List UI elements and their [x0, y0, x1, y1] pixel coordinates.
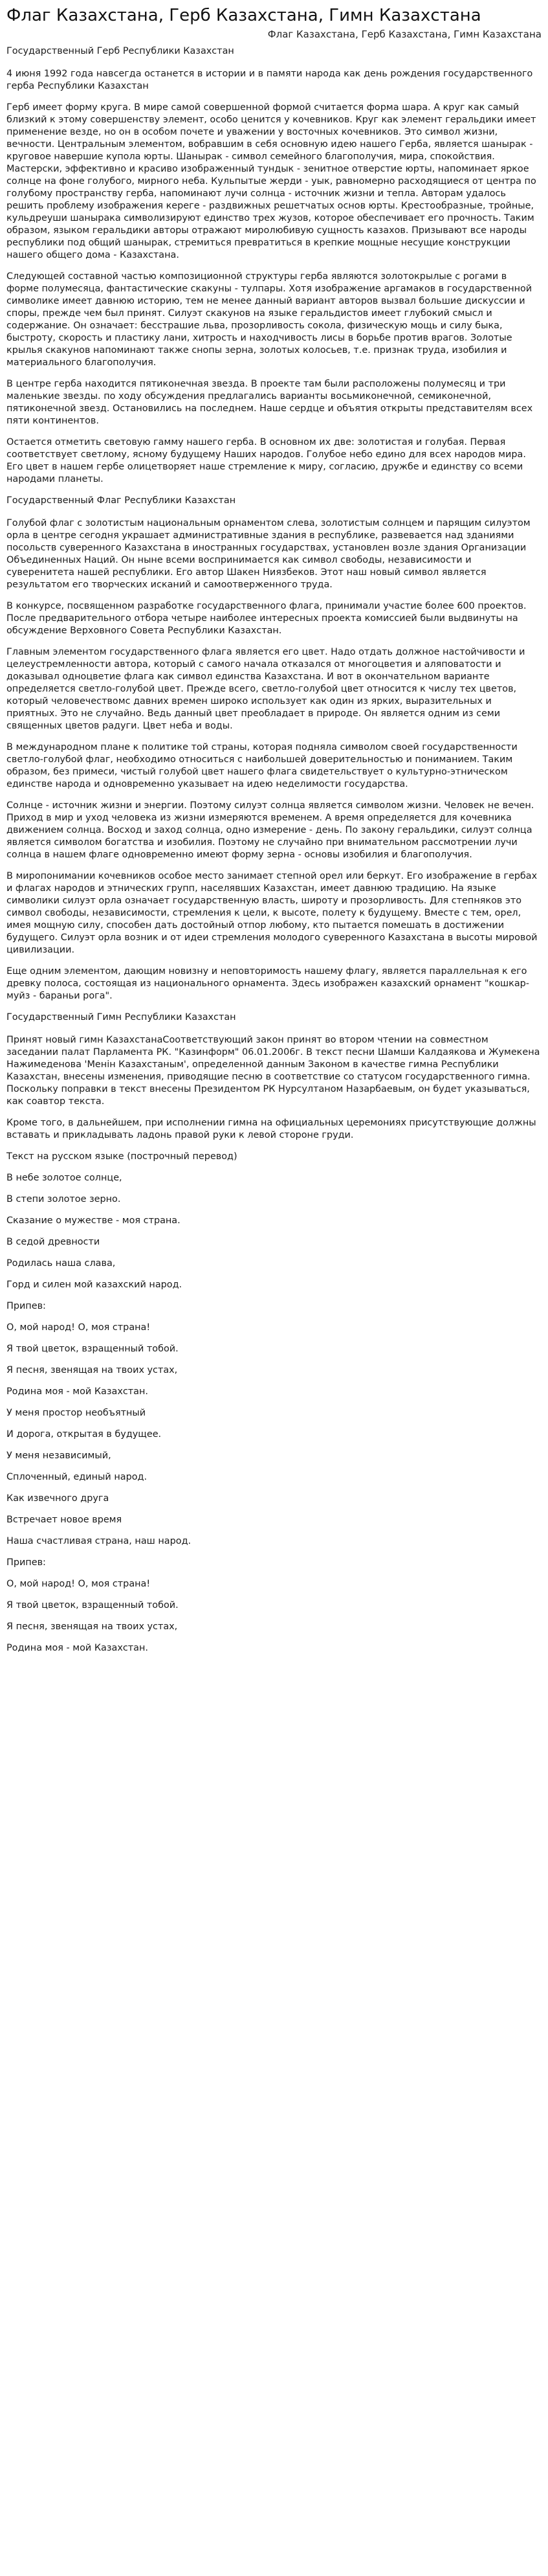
flag-section [6, 495, 542, 1002]
emblem-paragraph: Герб имеет форму круга. В мире самой совершенной формой считается форма шара. А круг как самый близкий к этому совершенству элемент, особо ценится у кочевников. Круг как элемент геральдики имеет применение везде, но он в особом почете и уважении у восточных кочевников. Это символ жизни, вечности. Центральным элементом, вобравшим в себя основную идею нашего Герба, является шанырак - круговое навершие купола юрты. Шанырак - символ семейного благополучия, мира, спокойствия. Мастерски, эффективно и красиво изображенный тундык - зенитное отверстие юрты, напоминает яркое солнце на фоне голубого, мирного неба. Кульпытые жерди - уык, равномерно расходящиеся от центра по голубому пространству герба, напоминают лучи солнца - источник жизни и тепла. Авторам удалось решить проблему изображения кереге - раздвижных решетчатых основ юрты. Крестообразные, тройные, кульдреуши шанырака символизируют единство трех жузов, которое обеспечивает его прочность. Таким образом, языком геральдики авторы отражают миролюбивую сущность казахов. Призывают все народы республики под общий шанырак, стремиться превратиться в крепкие мощные несущие конструкции нашего общего дома - Казахстана. [6, 102, 536, 260]
flag-paragraph: В миропонимании кочевников особое место занимает степной орел или беркут. Его изображение в гербах и флагах народов и этнических групп, населявших Казахстан, имеет давнюю традицию. На языке символики силуэт орла означает государственную власть, широту и прозорливость. Для степняков это символ свободы, независимости, стремления к цели, к высоте, полету к будущему. Вместе с тем, орел, имея мощную силу, способен дать достойный отпор любому, кто пытается помешать в достижении будущего. Силуэт орла возник и от идеи стремления молодого суверенного Казахстана в высоты мировой цивилизации. [6, 871, 538, 955]
anthem-line: Встречает новое время [6, 1515, 122, 1525]
anthem-line: Горд и силен мой казахский народ. [6, 1280, 182, 1290]
page-subtitle: Флаг Казахстана, Герб Казахстана, Гимн Казахстана [267, 28, 542, 40]
emblem-paragraph: Остается отметить световую гамму нашего герба. В основном их две: золотистая и голубая. Первая соответствует светлому, ясному будущему Наших народов. Голубое небо едино для всех народов мира. Его цвет в нашем гербе олицетворяет наше стремление к миру, согласию, дружбе и единству со всеми народами планеты. [6, 437, 526, 484]
anthem-line: Я твой цветок, взращенный тобой. [6, 1600, 179, 1610]
anthem-intro-paragraph: Текст на русском языке (построчный перевод) [6, 1151, 237, 1162]
anthem-line: Я песня, звенящая на твоих устах, [6, 1621, 178, 1632]
anthem-line: Припев: [6, 1557, 46, 1568]
anthem-line: В седой древности [6, 1237, 100, 1247]
anthem-line: У меня простор необъятный [6, 1408, 146, 1418]
flag-paragraph: В конкурсе, посвященном разработке государственного флага, принимали участие более 600 проектов. После предварительного отбора четыре наиболее интересных проекта комиссией были выдвинуты на обсуждение Верховного Совета Республики Казахстан. [6, 601, 527, 636]
page-title: Флаг Казахстана, Герб Казахстана, Гимн Казахстана [6, 6, 481, 25]
anthem-line: О, мой народ! О, моя страна! [6, 1579, 151, 1589]
flag-paragraph: Еще одним элементом, дающим новизну и неповторимость нашему флагу, является параллельная к его древку полоса, состоящая из национального орнамента. Здесь изображен казахский орнамент "кошкар-муйз - бараньи рога". [6, 966, 530, 1001]
emblem-paragraph: Следующей составной частью композиционной структуры герба являются золотокрылые с рогами в форме полумесяца, фантастические скакуны - тулпары. Хотя изображение аргамаков в государственной символике имеет давнюю историю, тем не менее данный вариант авторов вызвал большие дискуссии и споры, прежде чем был принят. Силуэт скакунов на языке геральдистов имеет глубокий смысл и содержание. Он означает: бесстрашие льва, прозорливость сокола, физическую мощь и силу быка, быстроту, скорость и пластику лани, хитрость и находчивость лисы в борьбе против врагов. Золотые крылья скакунов напоминают также снопы зерна, золотых колосьев, т.е. признак труда, изобилия и материального благополучия. [6, 271, 532, 368]
anthem-intro-paragraph: Принят новый гимн КазахстанаСоответствующий закон принят во втором чтении на совместном заседании палат Парламента РК. "Казинформ" 06.01.2006г. В текст песни Шамши Калдаякова и Жумекена Нажимеденова 'Менiн Казахстаным', определенной данным Законом в качестве гимна Республики Казахстан, внесены изменения, приводящие песню в соответствие со статусом государственного гимна. Поскольку поправки в текст внесены Президентом РК Нурсултаном Назарбаевым, он будет указываться, как соавтор текста. [6, 1035, 540, 1107]
anthem-line: В степи золотое зерно. [6, 1194, 121, 1204]
anthem-line: Припев: [6, 1301, 46, 1311]
anthem-line: Сказание о мужестве - моя страна. [6, 1215, 181, 1226]
anthem-intro-paragraph: Кроме того, в дальнейшем, при исполнении гимна на официальных церемониях присутствующие должны вставать и прикладывать ладонь правой руки к левой стороне груди. [6, 1118, 536, 1140]
anthem-line: И дорога, открытая в будущее. [6, 1429, 162, 1440]
emblem-section-title: Государственный Герб Республики Казахстан [6, 46, 234, 56]
anthem-line: В небе золотое солнце, [6, 1173, 122, 1183]
anthem-section-title: Государственный Гимн Республики Казахстан [6, 1012, 236, 1022]
anthem-section [6, 1011, 542, 1655]
anthem-line: Родилась наша слава, [6, 1258, 116, 1269]
flag-paragraph: Солнце - источник жизни и энергии. Поэтому силуэт солнца является символом жизни. Человек не вечен. Приход в мир и уход человека из жизни измеряются временем. А время определяется для кочевника движением солнца. Восход и заход солнца, одно измерение - день. По закону геральдики, силуэт солнца является символом богатства и изобилия. Поэтому не случайно при внимательном рассмотрении лучи солнца в нашем флаге одновременно имеют форму зерна - основы изобилия и благополучия. [6, 800, 534, 860]
flag-paragraph: В международном плане к политике той страны, которая подняла символом своей государственности светло-голубой флаг, необходимо относиться с наибольшей доверительностью и пониманием. Таким образом, без примеси, чистый голубой цвет нашего флага свидетельствует о культурно-этническом единстве народа и одновременно указывает на идею неделимости государства. [6, 742, 518, 789]
anthem-line: У меня независимый, [6, 1451, 111, 1461]
emblem-paragraph: В центре герба находится пятиконечная звезда. В проекте там были расположены полумесяц и три маленькие звезды. по ходу обсуждения предлагались варианты восьмиконечной, семиконечной, пятиконечной звезд. Остановились на последнем. Наше сердце и объятия открыты представителям всех пяти континентов. [6, 379, 533, 426]
anthem-line: Я песня, звенящая на твоих устах, [6, 1365, 178, 1375]
flag-paragraph: Голубой флаг с золотистым национальным орнаментом слева, золотистым солнцем и парящим силуэтом орла в центре сегодня украшает административные здания в республике, развевается над зданиями посольств суверенного Казахстана в иностранных государствах, установлен возле здания Организации Объединенных Наций. Он ныне всеми воспринимается как символ свободы, независимости и суверенитета нашей республики. Его автор Шакен Ниязбеков. Этот наш новый символ является результатом его творческих исканий и самоотверженного труда. [6, 518, 531, 590]
emblem-section [6, 45, 542, 486]
anthem-line: Наша счастливая страна, наш народ. [6, 1536, 192, 1546]
flag-section-title: Государственный Флаг Республики Казахстан [6, 495, 236, 506]
anthem-line: Родина моя - мой Казахстан. [6, 1643, 148, 1653]
anthem-line: Сплоченный, единый народ. [6, 1472, 148, 1482]
anthem-line: Как извечного друга [6, 1493, 109, 1504]
anthem-line: Я твой цветок, взращенный тобой. [6, 1344, 179, 1354]
flag-paragraph: Главным элементом государственного флага является его цвет. Надо отдать должное настойчивости и целеустремленности автора, который с самого начала отказался от многоцветия и аляповатости и доказывал одноцветие флага как символ единства Казахстана. И вот в окончательном варианте определяется светло-голубой цвет. Прежде всего, светло-голубой цвет относится к числу тех цветов, который человечествомс давних времен широко использует как один из ярких, выразительных и приятных. Это не случайно. Ведь данный цвет преобладает в природе. Он является одним из семи священных цветов радуги. Цвет неба и воды. [6, 647, 525, 731]
anthem-line: Родина моя - мой Казахстан. [6, 1386, 148, 1397]
anthem-line: О, мой народ! О, моя страна! [6, 1322, 151, 1333]
emblem-paragraph: 4 июня 1992 года навсегда останется в истории и в памяти народа как день рождения государственного герба Республики Казахстан [6, 69, 533, 91]
